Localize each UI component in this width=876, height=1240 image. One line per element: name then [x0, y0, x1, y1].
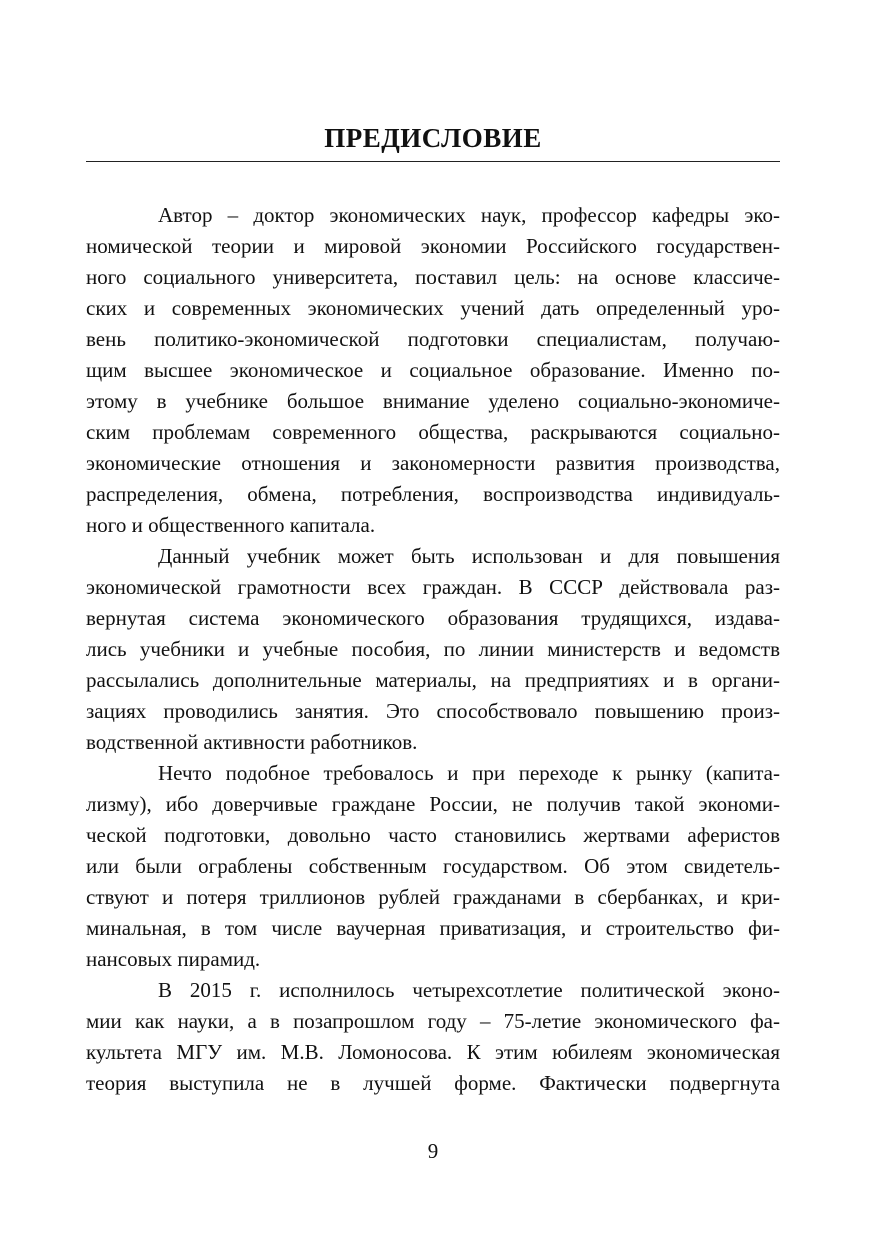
paragraph	[86, 541, 780, 758]
text-line: номической теории и мировой экономии Российского государствен-	[86, 234, 780, 258]
text-line: щим высшее экономическое и социальное образование. Именно по-	[86, 358, 780, 382]
body-text	[86, 200, 780, 1099]
text-line: минальная, в том числе ваучерная приватизация, и строительство фи-	[86, 916, 780, 940]
title-underline	[86, 161, 780, 162]
text-line: Нечто подобное требовалось и при переходе к рынку (капита-	[158, 761, 780, 785]
text-line: Автор – доктор экономических наук, профессор кафедры эко-	[158, 203, 780, 227]
text-line: ствуют и потеря триллионов рублей гражданами в сбербанках, и кри-	[86, 885, 780, 909]
text-line: культета МГУ им. М.В. Ломоносова. К этим юбилеям экономическая	[86, 1040, 780, 1064]
text-line: В 2015 г. исполнилось четырехсотлетие политической эконо-	[158, 978, 780, 1002]
page-title: ПРЕДИСЛОВИЕ	[324, 123, 542, 153]
text-line: распределения, обмена, потребления, воспроизводства индивидуаль-	[86, 482, 780, 506]
text-line: нансовых пирамид.	[86, 947, 261, 971]
page-number: 9	[427, 1139, 439, 1163]
book-page	[86, 0, 780, 1240]
text-line: Данный учебник может быть использован и для повышения	[158, 544, 780, 568]
text-line: лись учебники и учебные пособия, по линии министерств и ведомств	[86, 637, 780, 661]
text-line: лизму), ибо доверчивые граждане России, не получив такой экономи-	[86, 792, 780, 816]
text-line: экономические отношения и закономерности развития производства,	[86, 451, 780, 475]
text-line: водственной активности работников.	[86, 730, 418, 754]
text-line: вень политико-экономической подготовки специалистам, получаю-	[86, 327, 780, 351]
text-line: экономической грамотности всех граждан. В СССР действовала раз-	[86, 575, 780, 599]
text-line: ческой подготовки, довольно часто становились жертвами аферистов	[86, 823, 780, 847]
text-line: или были ограблены собственным государством. Об этом свидетель-	[86, 854, 780, 878]
text-line: ного социального университета, поставил цель: на основе классиче-	[86, 265, 780, 289]
text-line: ного и общественного капитала.	[86, 513, 376, 537]
paragraph	[86, 975, 780, 1099]
text-line: ских и современных экономических учений дать определенный уро-	[86, 296, 780, 320]
paragraph	[86, 200, 780, 541]
text-line: теория выступила не в лучшей форме. Фактически подвергнута	[86, 1071, 780, 1095]
text-line: ским проблемам современного общества, раскрываются социально-	[86, 420, 780, 444]
text-line: зациях проводились занятия. Это способствовало повышению произ-	[86, 699, 780, 723]
paragraph	[86, 758, 780, 975]
text-line: этому в учебнике большое внимание уделено социально-экономиче-	[86, 389, 780, 413]
text-line: мии как науки, а в позапрошлом году – 75-летие экономического фа-	[86, 1009, 780, 1033]
text-line: вернутая система экономического образования трудящихся, издава-	[86, 606, 780, 630]
text-line: рассылались дополнительные материалы, на предприятиях и в органи-	[86, 668, 780, 692]
